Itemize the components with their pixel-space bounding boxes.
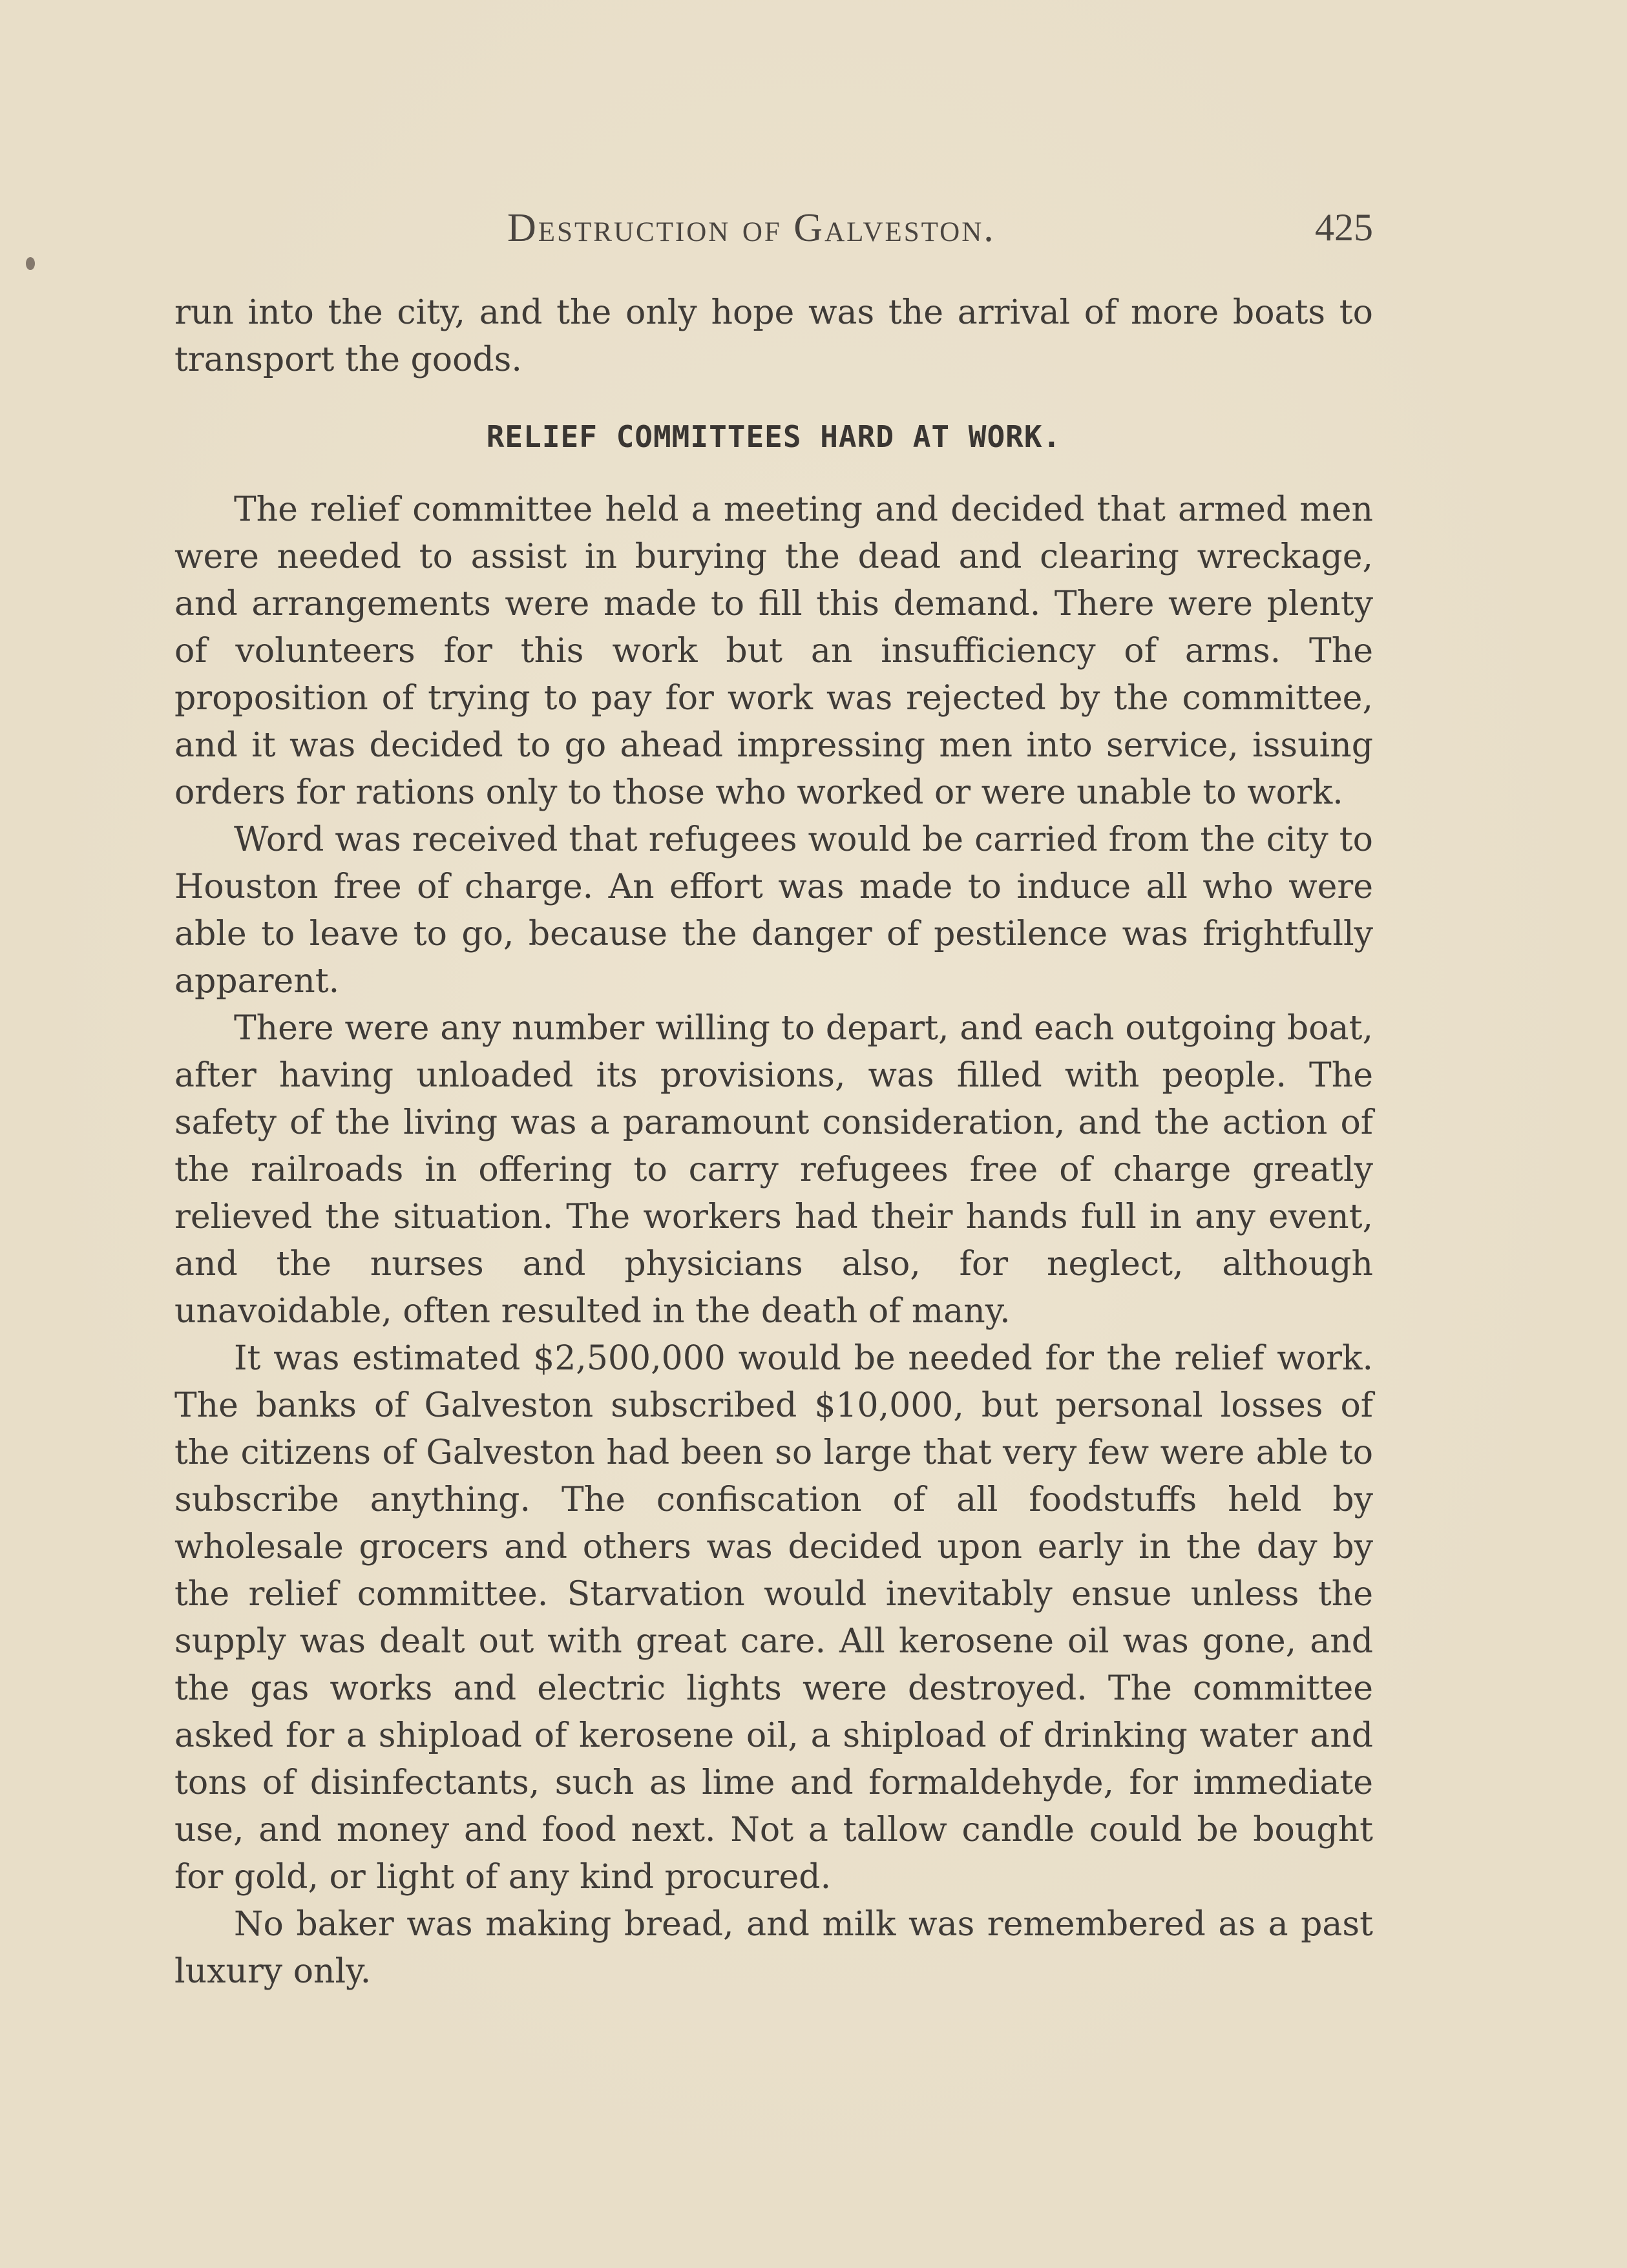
section-heading: RELIEF COMMITTEES HARD AT WORK. xyxy=(486,419,1062,454)
paragraph-departures: There were any number willing to depart, and each outgoing boat, after having unloaded its provisions, was filled with people. The safety of the living was a paramount consideration, and the action of the railroads in offering to carry refugees free of charge greatly relieved the situation. The workers had their hands full in any event, and the nurses and physicians also, for neglect, although unavoidable, often resulted in the death of many. xyxy=(174,1009,1373,1331)
opening-paragraph: run into the city, and the only hope was the arrival of more boats to transport the goods. xyxy=(174,293,1373,379)
ink-speck xyxy=(26,257,35,270)
paragraph-relief-funds: It was estimated $2,500,000 would be needed for the relief work. The banks of Galveston subscribed $10,000, but personal losses of the citizens of Galveston had been so large that very few were able to subscribe anything. The confiscation of all foodstuffs held by wholesale grocers and others was decided upon early in the day by the relief committee. Starvation would inevitably ensue unless the supply was dealt out with great care. All kerosene oil was gone, and the gas works and electric lights were destroyed. The committee asked for a shipload of kerosene oil, a shipload of drinking water and tons of disinfectants, such as lime and formaldehyde, for immediate use, and money and food next. Not a tallow candle could be bought for gold, or light of any kind procured. xyxy=(174,1339,1373,1897)
paragraph-bread-milk: No baker was making bread, and milk was remembered as a past luxury only. xyxy=(174,1905,1373,1991)
paragraph-committee-meeting: The relief committee held a meeting and decided that armed men were needed to assist in burying the dead and clearing wreckage, and arrangements were made to fill this demand. There were plenty of volunteers for this work but an insufficiency of arms. The proposition of trying to pay for work was rejected by the committee, and it was decided to go ahead impressing men into service, issuing orders for rations only to those who worked or were unable to work. xyxy=(174,490,1373,812)
running-title: Destruction of Galveston. xyxy=(507,206,996,250)
paragraph-refugees: Word was received that refugees would be carried from the city to Houston free of charge. An effort was made to induce all who were able to leave to go, because the danger of pestilence was frightfully apparent. xyxy=(174,820,1373,1001)
running-head xyxy=(174,205,1373,257)
body-text xyxy=(174,289,1373,1995)
page-number: 425 xyxy=(1315,206,1373,249)
